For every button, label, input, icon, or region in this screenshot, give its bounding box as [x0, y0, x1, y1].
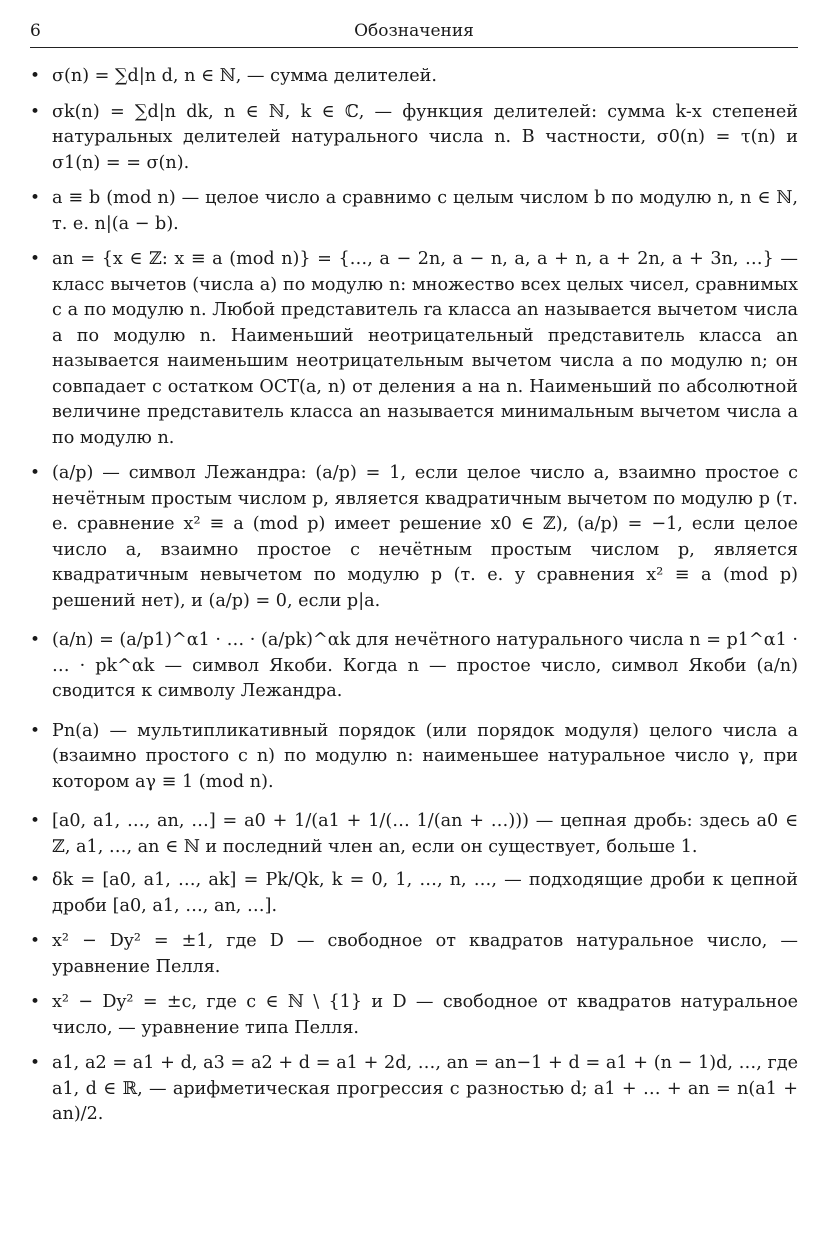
list-item: • [a0, a1, …, an, …] = a0 + 1/(a1 + 1/(… 1/(an + …))) — цепная дробь: здесь a0 ∈ ℤ, a1, …, an ∈ ℕ и последний член an, если он существует, больше 1.: [30, 809, 798, 860]
list-item: • σk(n) = ∑d|n dk, n ∈ ℕ, k ∈ ℂ, — функция делителей: сумма k-х степеней натуральных делителей натурального числа n. В частности, σ0(n) = τ(n) и σ1(n) = = σ(n).: [30, 100, 798, 177]
list-item: • (a/n) = (a/p1)^α1 · … · (a/pk)^αk для нечётного натурального числа n = p1^α1 · … · pk^αk — символ Якоби. Когда n — простое число, символ Якоби (a/n) сводится к символу Лежандра.: [30, 628, 798, 705]
list-item: • δk = [a0, a1, …, ak] = Pk/Qk, k = 0, 1, …, n, …, — подходящие дроби к цепной дроби [a0, a1, …, an, …].: [30, 868, 798, 919]
running-title: Обозначения: [354, 20, 474, 41]
running-header: [30, 18, 798, 48]
list-item: • x² − Dy² = ±c, где c ∈ ℕ \ {1} и D — свободное от квадратов натуральное число, — уравнение типа Пелля.: [30, 990, 798, 1041]
list-item: • a1, a2 = a1 + d, a3 = a2 + d = a1 + 2d, …, an = an−1 + d = a1 + (n − 1)d, …, где a1, d ∈ ℝ, — арифметическая прогрессия с разностью d; a1 + … + an = n(a1 + an)/2.: [30, 1051, 798, 1128]
list-item: • x² − Dy² = ±1, где D — свободное от квадратов натуральное число, — уравнение Пелля.: [30, 929, 798, 980]
list-item: • a ≡ b (mod n) — целое число a сравнимо с целым числом b по модулю n, n ∈ ℕ, т. е. n|(a − b).: [30, 186, 798, 237]
page-number: 6: [30, 20, 41, 41]
list-item: • σ(n) = ∑d|n d, n ∈ ℕ, — сумма делителей.: [30, 64, 798, 90]
notation-list: [30, 64, 798, 1128]
page: [30, 18, 798, 1138]
list-item: • Pn(a) — мультипликативный порядок (или порядок модуля) целого числа a (взаимно простого с n) по модулю n: наименьшее натуральное число γ, при котором aγ ≡ 1 (mod n).: [30, 719, 798, 796]
list-item: • (a/p) — символ Лежандра: (a/p) = 1, если целое число a, взаимно простое с нечётным простым числом p, является квадратичным вычетом по модулю p (т. е. сравнение x² ≡ a (mod p) имеет решение x0 ∈ ℤ), (a/p) = −1, если целое число a, взаимно простое с нечётным простым числом p, является квадратичным невычетом по модулю p (т. е. у сравнения x² ≡ a (mod p) решений нет), и (a/p) = 0, если p|a.: [30, 461, 798, 614]
list-item: • an = {x ∈ ℤ: x ≡ a (mod n)} = {…, a − 2n, a − n, a, a + n, a + 2n, a + 3n, …} — класс вычетов (числа a) по модулю n: множество всех целых чисел, сравнимых с a по модулю n. Любой представитель ra класса an называется вычетом числа a по модулю n. Наименьший неотрицательный представитель класса an называется наименьшим неотрицательным вычетом числа a по модулю n; он совпадает с остатком ОСТ(a, n) от деления a на n. Наименьший по абсолютной величине представитель класса an называется минимальным вычетом числа a по модулю n.: [30, 247, 798, 451]
